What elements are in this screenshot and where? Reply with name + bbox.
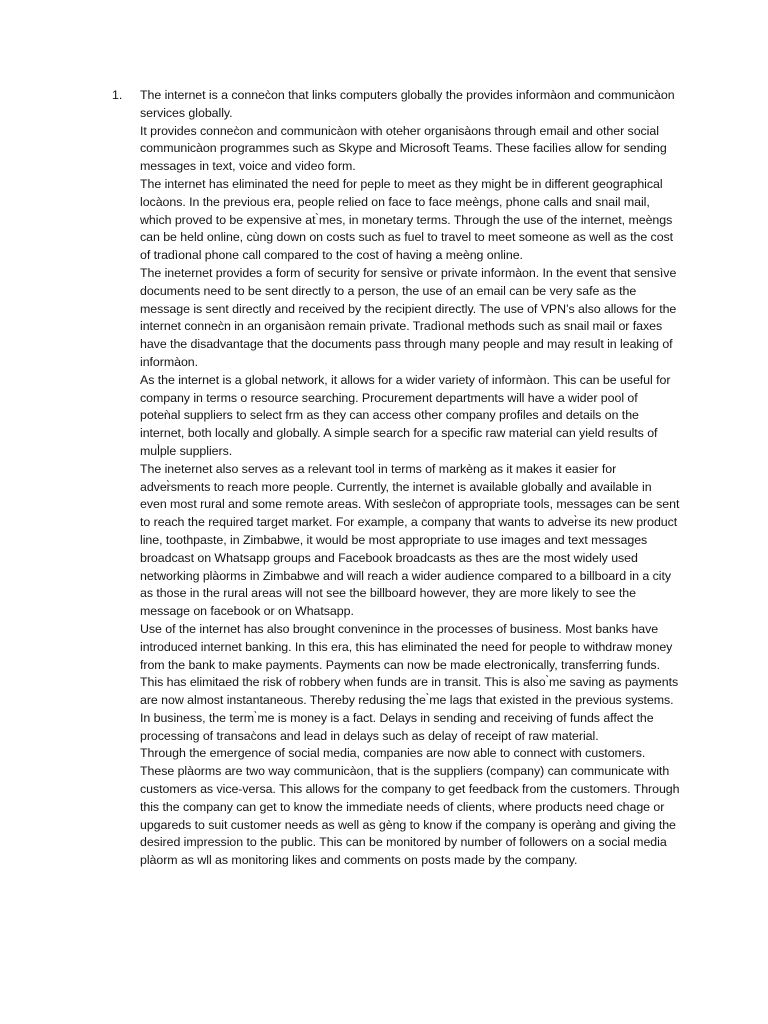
paragraph-information-variety: As the internet is a global network, it allows for a wider variety of informàon. This can be useful for company in terms o resource searching. Procurement departments will have a wider pool of poteǹal suppliers to select frm as they can access other company profiles and details on the internet, both locally and globally. A simple search for a specific raw material can yield results of mul̀ple suppliers.: [140, 372, 671, 458]
list-number: 1.: [112, 88, 123, 102]
paragraph-marketing: The ineternet also serves as a relevant tool in terms of markèng as it makes it easier for adver̀sments to reach more people. Currently, the internet is available globally and available in even most rural and some remote areas. With seslec̀on of appropriate tools, messages can be sent to reach the required target market. For example, a company that wants to adver̀se its new product line, toothpaste, in Zimbabwe, it would be most appropriate to use images and text messages broadcast on Whatsapp groups and Facebook broadcasts as thes are the most widely used networking plàorms in Zimbabwe and will reach a wider audience compared to a billboard in a city as those in the rural areas will not see the billboard however, they are more likely to see the message on facebook or on Whatsapp.: [140, 461, 680, 619]
paragraph-internet-definition: The internet is a connec̀on that links computers globally the provides informàon and communicàon services globally.: [140, 88, 675, 120]
list-item-body: [140, 87, 680, 870]
paragraph-social-media: Through the emergence of social media, companies are now able to connect with customers. These plàorms are two way communicàon, that is the suppliers (company) can communicate with customers as vice-versa. This allows for the company to get feedback from the customers. Through this the company can get to know the immediate needs of clients, where products need chage or upgareds to suit customer needs as well as gèng to know if the company is operàng and giving the desired impression to the public. This can be monitored by number of followers on a social media plàorm as wll as monitoring likes and comments on posts made by the company.: [140, 746, 680, 868]
paragraph-security: The ineternet provides a form of security for sensìve or private informàon. In the event that sensìve documents need to be sent directly to a person, the use of an email can be very safe as the message is sent directly and received by the recipient directly. The use of VPN’s also allows for the internet connec̀n in an organisàon remain private. Tradìonal methods such as snail mail or faxes have the disadvantage that the documents pass through many people and may result in leaking of informàon.: [140, 265, 677, 369]
paragraph-communication: It provides connec̀on and communicàon with oteher organisàons through email and other social communicàon programmes such as Skype and Microsoft Teams. These facilìes allow for sending messages in text, voice and video form.: [140, 123, 667, 174]
paragraph-internet-banking: Use of the internet has also brought convenince in the processes of business. Most banks have introduced internet banking. In this era, this has eliminated the need for people to withdraw money from the bank to make payments. Payments can now be made electronically, transferring funds. This has elimitaed the risk of robbery when funds are in transit. This is also ̀me saving as payments are now almost instantaneous. Thereby redusing the ̀me lags that existed in the previous systems. In business, the term ̀me is money is a fact. Delays in sending and receiving of funds affect the processing of transac̀ons and lead in delays such as delay of receipt of raw material.: [140, 621, 679, 743]
paragraph-meetings-cost: The internet has eliminated the need for peple to meet as they might be in different geographical locàons. In the previous era, people relied on face to face meèngs, phone calls and snail mail, which proved to be expensive at ̀mes, in monetary terms. Through the use of the internet, meèngs can be held online, cùng down on costs such as fuel to travel to meet someone as well as the cost of tradìonal phone call compared to the cost of having a meèng online.: [140, 176, 674, 263]
